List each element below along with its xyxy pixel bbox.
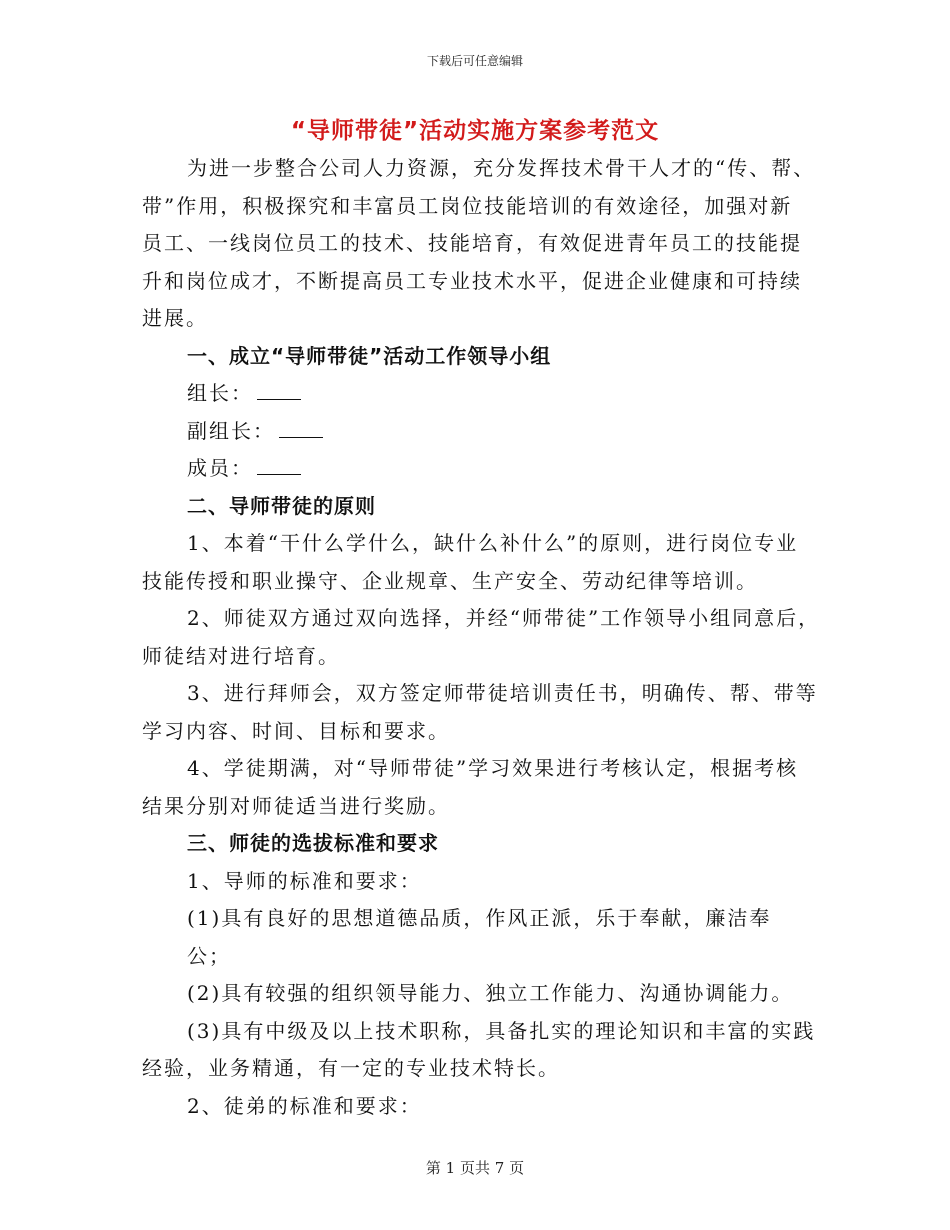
principle-1-line: 1、本着“干什么学什么，缺什么补什么”的原则，进行岗位专业 — [187, 531, 799, 555]
principle-4-line: 结果分别对师徒适当进行奖励。 — [142, 793, 450, 818]
intro-line: 进展。 — [142, 306, 208, 330]
mentor-req-2-line: (2)具有较强的组织领导能力、独立工作能力、沟通协调能力。 — [187, 981, 794, 1005]
principle-2-line: 师徒结对进行培育。 — [142, 643, 340, 668]
page-footer: 第 1 页共 7 页 — [425, 1159, 525, 1177]
page-header: 下载后可任意编辑 — [426, 54, 523, 68]
deputy-blank — [279, 415, 323, 438]
section-heading-2: 二、导师带徒的原则 — [187, 493, 376, 518]
members-blank — [257, 452, 301, 475]
members-label: 成员： — [187, 456, 253, 480]
principle-1-line: 技能传授和职业操守、企业规章、生产安全、劳动纪律等培训。 — [142, 568, 758, 593]
document-title: “导师带徒”活动实施方案参考范文 — [290, 118, 660, 144]
mentor-req-1-line: (1)具有良好的思想道德品质，作风正派，乐于奉献，廉洁奉 — [187, 906, 772, 930]
intro-line: 为进一步整合公司人力资源，充分发挥技术骨干人才的“传、帮、 — [187, 156, 816, 180]
principle-3-line: 学习内容、时间、目标和要求。 — [142, 718, 450, 743]
mentor-requirements-title: 1、导师的标准和要求： — [187, 868, 422, 893]
principle-2-line: 2、师徒双方通过双向选择，并经“师带徒”工作领导小组同意后， — [187, 606, 821, 630]
mentor-req-1-line: 公； — [187, 943, 231, 968]
leader-row — [142, 375, 822, 413]
document-body — [142, 150, 822, 1125]
intro-line: 员工、一线岗位员工的技术、技能培育，有效促进青年员工的技能提 — [142, 231, 802, 255]
leader-blank — [257, 377, 301, 400]
members-row — [142, 450, 822, 488]
deputy-label: 副组长： — [187, 418, 275, 443]
principle-4-line: 4、学徒期满，对“导师带徒”学习效果进行考核认定，根据考核 — [187, 756, 799, 780]
section-heading-3: 三、师徒的选拔标准和要求 — [187, 831, 439, 855]
mentor-req-3-line: 经验，业务精通，有一定的专业技术特长。 — [142, 1056, 560, 1080]
apprentice-requirements-title: 2、徒弟的标准和要求： — [187, 1093, 422, 1118]
section-heading-1: 一、成立“导师带徒”活动工作领导小组 — [187, 343, 552, 368]
leader-label: 组长： — [187, 381, 253, 405]
principle-3-line: 3、进行拜师会，双方签定师带徒培训责任书，明确传、帮、带等 — [187, 681, 818, 705]
deputy-row — [142, 413, 822, 451]
intro-line: 带”作用，积极探究和丰富员工岗位技能培训的有效途径，加强对新 — [142, 193, 793, 218]
mentor-req-3-line: (3)具有中级及以上技术职称，具备扎实的理论知识和丰富的实践 — [187, 1018, 816, 1043]
intro-line: 升和岗位成才，不断提高员工专业技术水平，促进企业健康和可持续 — [142, 268, 802, 293]
